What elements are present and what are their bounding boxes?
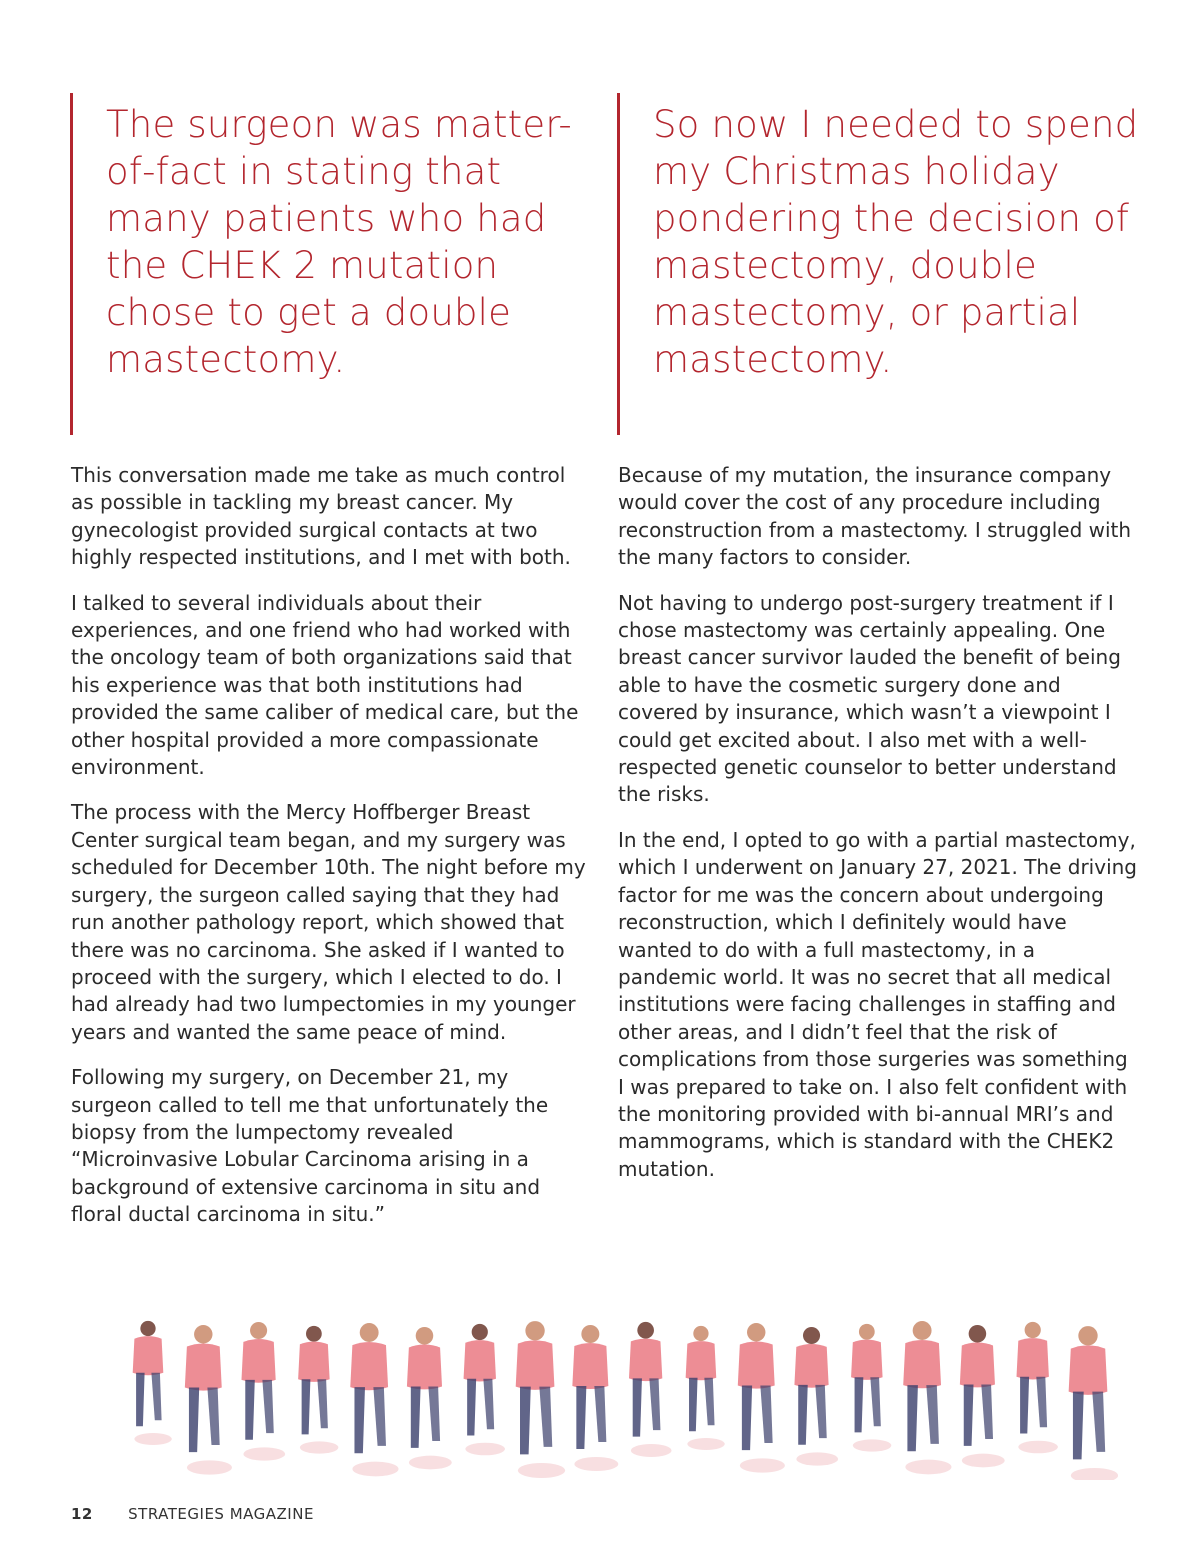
person-figure — [1069, 1326, 1118, 1480]
body-column-left — [71, 462, 591, 1247]
person-figure — [516, 1321, 565, 1478]
person-figure — [241, 1322, 285, 1461]
walking-people-illustration — [118, 1300, 1118, 1480]
paragraph: Not having to undergo post-surgery treatment if I chose mastectomy was certainly appealing. One breast cancer survivor lauded the benefit of being able to have the cosmetic surgery done and covered by insurance, which wasn’t a viewpoint I could get excited about. I also met with a well-respected genetic counselor to better understand the risks. — [618, 590, 1121, 807]
page-number: 12 — [71, 1505, 93, 1523]
body-column-right — [618, 462, 1138, 1201]
person-figure — [133, 1321, 172, 1445]
page-footer — [71, 1505, 314, 1523]
people-group — [133, 1321, 1118, 1480]
pullquote-left-text: The surgeon was matter-of-fact in stating that many patients who had the CHEK 2 mutation chose to get a double mastectomy. — [106, 103, 572, 381]
paragraph: The process with the Mercy Hoffberger Breast Center surgical team began, and my surgery was scheduled for December 10th. The night before my surgery, the surgeon called saying that they had run another pathology report, which showed that there was no carcinoma. She asked if I wanted to proceed with the surgery, which I elected to do. I had already had two lumpectomies in my younger years and wanted the same peace of mind. — [71, 800, 586, 1044]
person-figure — [960, 1325, 1005, 1467]
person-figure — [572, 1325, 618, 1471]
pullquote-left — [70, 93, 590, 435]
person-figure — [1017, 1322, 1058, 1453]
paragraph: Because of my mutation, the insurance company would cover the cost of any procedure including reconstruction from a mastectomy. I struggled with the many factors to consider. — [618, 463, 1132, 570]
paragraph: I talked to several individuals about their experiences, and one friend who had worked with the oncology team of both organizations said that his experience was that both institutions had provided the same caliber of medical care, but the other hospital provided a more compassionate environment. — [71, 590, 579, 780]
publication-name: STRATEGIES MAGAZINE — [128, 1505, 314, 1523]
paragraph: Following my surgery, on December 21, my surgeon called to tell me that unfortunately the biopsy from the lumpectomy revealed “Microinvasive Lobular Carcinoma arising in a background of extensive carcinoma in situ and floral ductal carcinoma in situ.” — [71, 1065, 549, 1227]
pullquote-right-text: So now I needed to spend my Christmas holiday pondering the decision of mastectomy, double mastectomy, or partial mastectomy. — [653, 103, 1139, 381]
paragraph: In the end, I opted to go with a partial mastectomy, which I underwent on January 27, 2021. The driving factor for me was the concern about undergoing reconstruction, which I definitely would have wanted to do with a full mastectomy, in a pandemic world. It was no secret that all medical institutions were facing challenges in staffing and other areas, and I didn’t feel that the risk of complications from those surgeries was something I was prepared to take on. I also felt confident with the monitoring provided with bi-annual MRI’s and mammograms, which is standard with the CHEK2 mutation. — [618, 827, 1138, 1181]
person-figure — [903, 1321, 951, 1474]
person-figure — [298, 1326, 338, 1454]
person-figure — [350, 1323, 398, 1476]
person-figure — [629, 1322, 672, 1457]
pullquote-right — [617, 93, 1157, 435]
paragraph: This conversation made me take as much control as possible in tackling my breast cancer. My gynecologist provided surgical contacts at two highly respected institutions, and I met with both. — [71, 463, 571, 570]
person-figure — [185, 1325, 232, 1475]
person-figure — [407, 1327, 452, 1469]
person-figure — [464, 1324, 505, 1455]
person-figure — [794, 1327, 838, 1466]
person-figure — [738, 1323, 785, 1473]
person-figure — [851, 1324, 891, 1452]
person-figure — [686, 1326, 725, 1450]
